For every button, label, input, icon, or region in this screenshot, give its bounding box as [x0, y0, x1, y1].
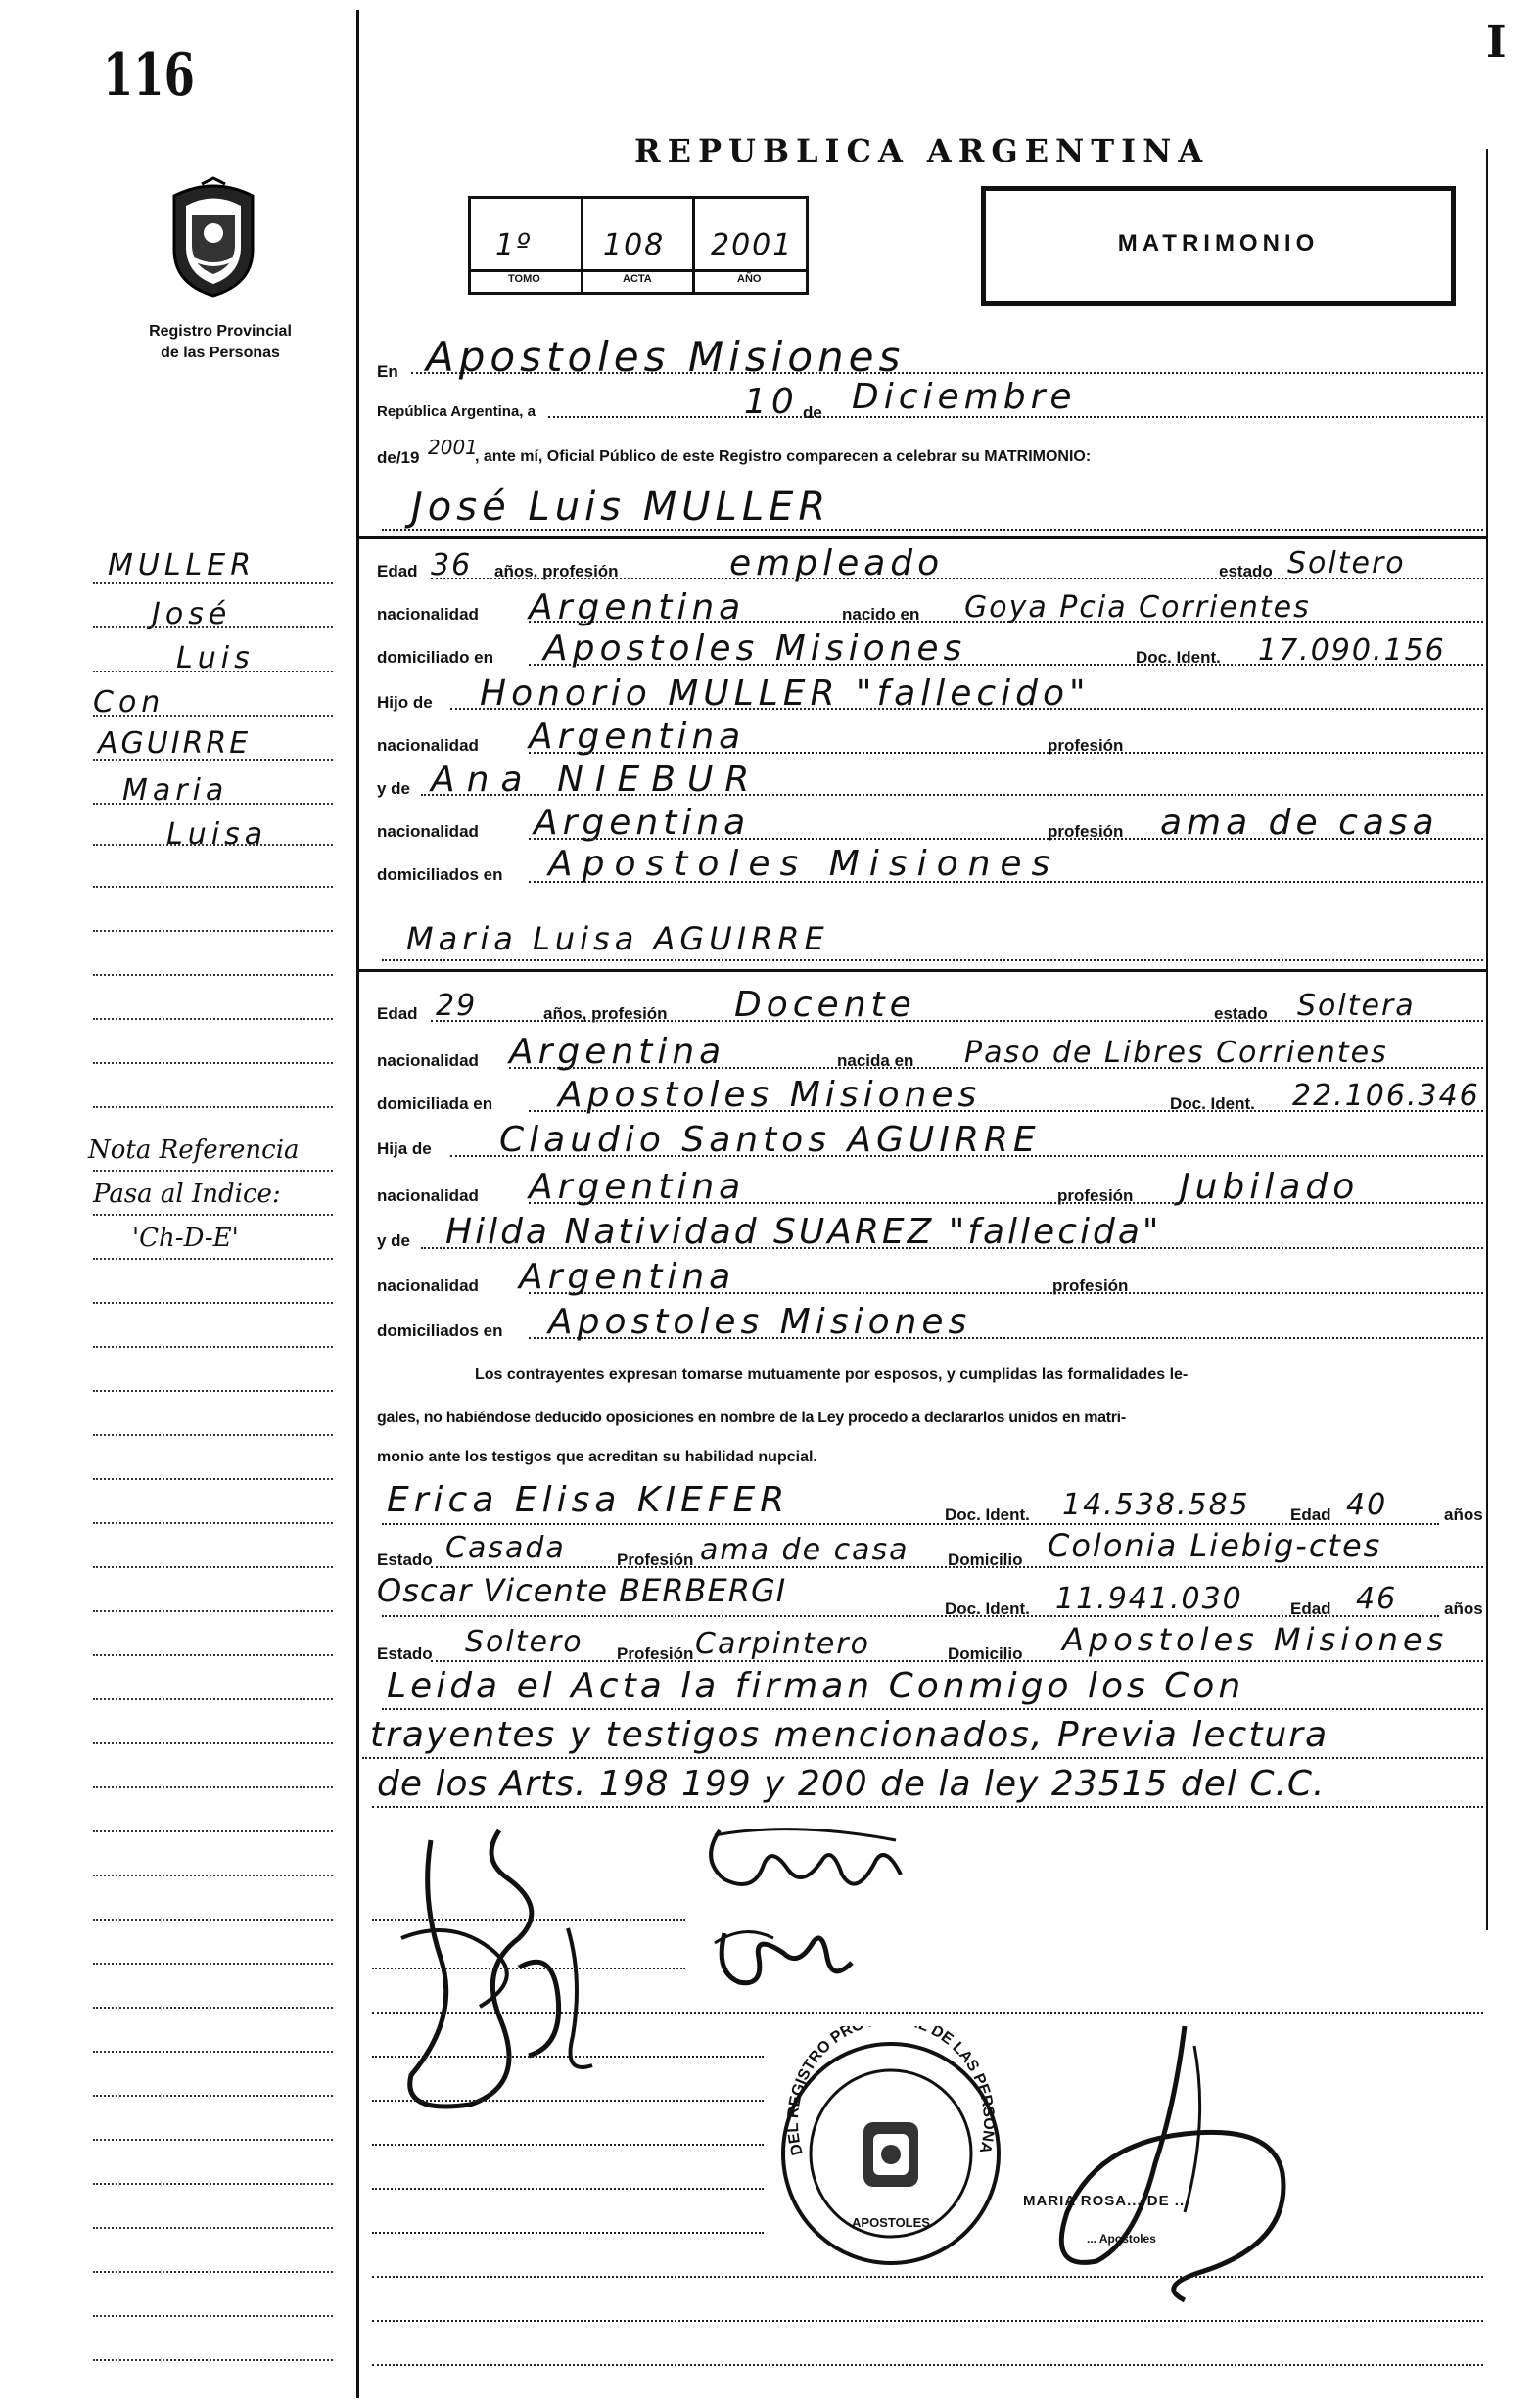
witness-signature [705, 1914, 862, 2002]
bride-padre-prof: Jubilado [1180, 1167, 1360, 1207]
bride-profesion: Docente [734, 985, 916, 1025]
witness2-estado-label: Estado [377, 1644, 433, 1663]
groom-profesion: empleado [729, 543, 945, 583]
groom-estado-label: estado [1219, 562, 1273, 580]
witness2-prof-label: Profesión [617, 1644, 694, 1663]
officer-stamp-sub: ... Apostoles [1087, 2232, 1156, 2246]
month: Diciembre [852, 377, 1077, 417]
bride-name: Maria Luisa AGUIRRE [406, 920, 829, 957]
bride-padre-nac-label: nacionalidad [377, 1186, 479, 1205]
groom-madre-nac-label: nacionalidad [377, 822, 479, 841]
bride-padre-prof-label: profesión [1057, 1186, 1134, 1205]
groom-madre-nac: Argentina [534, 803, 751, 843]
witness2-domicilio: Apostoles Misiones [1062, 1621, 1449, 1658]
bride-estado: Soltera [1297, 989, 1416, 1023]
year-hand: 2001 [428, 436, 478, 459]
declaration-line-1: Los contrayentes expresan tomarse mutuamente por esposos, y cumplidas las formalidades le- [475, 1366, 1189, 1383]
groom-nacionalidad: Argentina [529, 587, 746, 627]
groom-anos-label: años, profesión [494, 562, 619, 580]
bride-edad-label: Edad [377, 1004, 418, 1023]
bride-padres-dom: Apostoles Misiones [548, 1302, 972, 1342]
folio-number: 116 [103, 41, 195, 110]
groom-dom-label: domiciliado en [377, 648, 494, 667]
groom-padre-nac: Argentina [529, 717, 746, 757]
groom-edad-label: Edad [377, 562, 418, 580]
left-column-rule [356, 10, 359, 2398]
declaration-line-3: monio ante los testigos que acreditan su habilidad nupcial. [377, 1449, 817, 1465]
bride-nacida-label: nacida en [837, 1051, 914, 1070]
bride-dom-label: domiciliada en [377, 1094, 493, 1113]
declaration-line-2: gales, no habiéndose deducido oposiciones en nombre de la Ley procedo a declararlos unidos en matri- [377, 1410, 1126, 1426]
witness1-estado-label: Estado [377, 1551, 433, 1569]
bride-edad: 29 [436, 989, 478, 1023]
intro-text: , ante mí, Oficial Público de este Registro comparecen a celebrar su MATRIMONIO: [475, 448, 1092, 465]
witness2-profesion: Carpintero [695, 1627, 870, 1661]
bride-doc: 22.106.346 [1292, 1079, 1480, 1113]
registry-name-line2: de las Personas [161, 345, 280, 361]
bride-madre: Hilda Natividad SUAREZ "fallecida" [445, 1212, 1162, 1252]
acta-value: 108 [603, 228, 666, 262]
coat-of-arms-icon [164, 176, 262, 299]
official-seal [773, 2026, 1008, 2271]
document-type-box [981, 186, 1456, 306]
place: Apostoles Misiones [426, 333, 906, 381]
witness1-anos-label: años [1444, 1505, 1483, 1524]
bride-hija-label: Hija de [377, 1139, 432, 1158]
groom-doc-label: Doc. Ident. [1136, 648, 1221, 667]
en-label: En [377, 362, 398, 381]
page-mark: I [1486, 18, 1507, 68]
witness1-prof-label: Profesión [617, 1551, 694, 1569]
groom-edad: 36 [431, 548, 473, 582]
groom-estado: Soltero [1287, 546, 1406, 580]
bride-anos-label: años, profesión [543, 1004, 668, 1023]
seal-ring-text: DEL REGISTRO PR DE LAS PERSONA [784, 2026, 998, 2157]
witness1-edad: 40 [1346, 1488, 1388, 1522]
groom-yde-label: y de [377, 779, 411, 798]
ano-label: AÑO [737, 273, 762, 285]
groom-madre-prof: ama de casa [1160, 803, 1439, 843]
groom-madre-prof-label: profesión [1048, 822, 1124, 841]
margin-name-bride-2: Luisa [166, 817, 268, 852]
margin-name-groom-2: Luis [176, 641, 255, 675]
witness1-domicilio: Colonia Liebig-ctes [1048, 1527, 1382, 1564]
groom-nac-label: nacionalidad [377, 605, 479, 624]
witness1-name: Erica Elisa KIEFER [387, 1480, 790, 1520]
bride-padre-nac: Argentina [529, 1167, 746, 1207]
margin-surname-bride: AGUIRRE [98, 726, 252, 761]
bride-nac-label: nacionalidad [377, 1051, 479, 1070]
groom-hijo-label: Hijo de [377, 693, 433, 712]
de-label: de [803, 403, 822, 422]
witness1-edad-label: Edad [1290, 1505, 1331, 1524]
witness2-doc-label: Doc. Ident. [945, 1599, 1030, 1618]
country-title: REPUBLICA ARGENTINA [634, 132, 1210, 169]
groom-name: José Luis MULLER [411, 485, 831, 530]
witness2-dom-label: Domicilio [948, 1644, 1023, 1663]
bride-doc-label: Doc. Ident. [1170, 1094, 1255, 1113]
margin-nota-3: 'Ch-D-E' [132, 1224, 239, 1253]
witness2-name: Oscar Vicente BERBERGI [377, 1572, 787, 1609]
groom-signature [382, 1821, 636, 2134]
bride-madre-prof-label: profesión [1052, 1276, 1129, 1295]
closing-line-3: de los Arts. 198 199 y 200 de la ley 23515 del C.C. [377, 1764, 1326, 1804]
margin-con: Con [93, 685, 165, 719]
groom-nacido: Goya Pcia Corrientes [964, 590, 1311, 625]
acta-label: ACTA [623, 273, 652, 285]
right-margin-rule [1486, 149, 1488, 1930]
tomo-label: TOMO [508, 273, 540, 285]
margin-nota-2: Pasa al Indice: [93, 1180, 281, 1209]
tomo-value: 1º [495, 228, 533, 262]
witness2-estado: Soltero [465, 1625, 583, 1659]
bride-yde-label: y de [377, 1231, 411, 1250]
ano-value: 2001 [711, 228, 794, 262]
year-prefix: de/19 [377, 448, 420, 467]
closing-line-1: Leida el Acta la firman Conmigo los Con [387, 1666, 1245, 1706]
groom-doms-label: domiciliados en [377, 865, 503, 884]
groom-domicilio: Apostoles Misiones [543, 628, 967, 669]
witness1-profesion: ama de casa [700, 1533, 909, 1567]
margin-surname-groom: MULLER [108, 548, 256, 582]
witness1-doc: 14.538.585 [1062, 1488, 1250, 1522]
officer-signature [1038, 2016, 1312, 2310]
bride-nacionalidad: Argentina [509, 1032, 726, 1072]
bride-domicilio: Apostoles Misiones [558, 1075, 982, 1115]
groom-padre-nac-label: nacionalidad [377, 736, 479, 755]
registry-name-line1: Registro Provincial [149, 323, 292, 340]
groom-nacido-label: nacido en [842, 605, 920, 624]
republica-label: República Argentina, a [377, 403, 536, 420]
margin-name-bride-1: Maria [122, 773, 229, 808]
tomo-acta-ano-box [468, 196, 809, 295]
witness2-edad-label: Edad [1290, 1599, 1331, 1618]
groom-doc: 17.090.156 [1258, 633, 1446, 668]
officer-stamp: MARIA ROSA... DE ... [1023, 2193, 1190, 2209]
bride-signature [695, 1821, 910, 1909]
margin-name-groom-1: José [152, 597, 232, 631]
witness1-doc-label: Doc. Ident. [945, 1505, 1030, 1524]
groom-padre: Honorio MULLER "fallecido" [480, 673, 1091, 714]
bride-estado-label: estado [1214, 1004, 1268, 1023]
witness2-anos-label: años [1444, 1599, 1483, 1618]
bride-padre: Claudio Santos AGUIRRE [499, 1120, 1041, 1160]
witness2-edad: 46 [1356, 1582, 1398, 1616]
witness2-doc: 11.941.030 [1055, 1582, 1243, 1616]
margin-nota-1: Nota Referencia [88, 1135, 300, 1165]
document-type: MATRIMONIO [1117, 230, 1320, 256]
seal-city: APOSTOLES [852, 2215, 930, 2230]
groom-padre-prof-label: profesión [1048, 736, 1124, 755]
witness1-estado: Casada [445, 1531, 566, 1565]
groom-padres-dom: Apostoles Misiones [548, 844, 1060, 884]
bride-madre-nac: Argentina [519, 1257, 736, 1297]
bride-nacida: Paso de Libres Corrientes [964, 1036, 1388, 1070]
day: 10 [744, 382, 799, 422]
witness1-dom-label: Domicilio [948, 1551, 1023, 1569]
groom-madre: Ana NIEBUR [431, 760, 762, 800]
bride-doms-label: domiciliados en [377, 1321, 503, 1340]
closing-line-2: trayentes y testigos mencionados, Previa lectura [370, 1715, 1329, 1755]
bride-madre-nac-label: nacionalidad [377, 1276, 479, 1295]
